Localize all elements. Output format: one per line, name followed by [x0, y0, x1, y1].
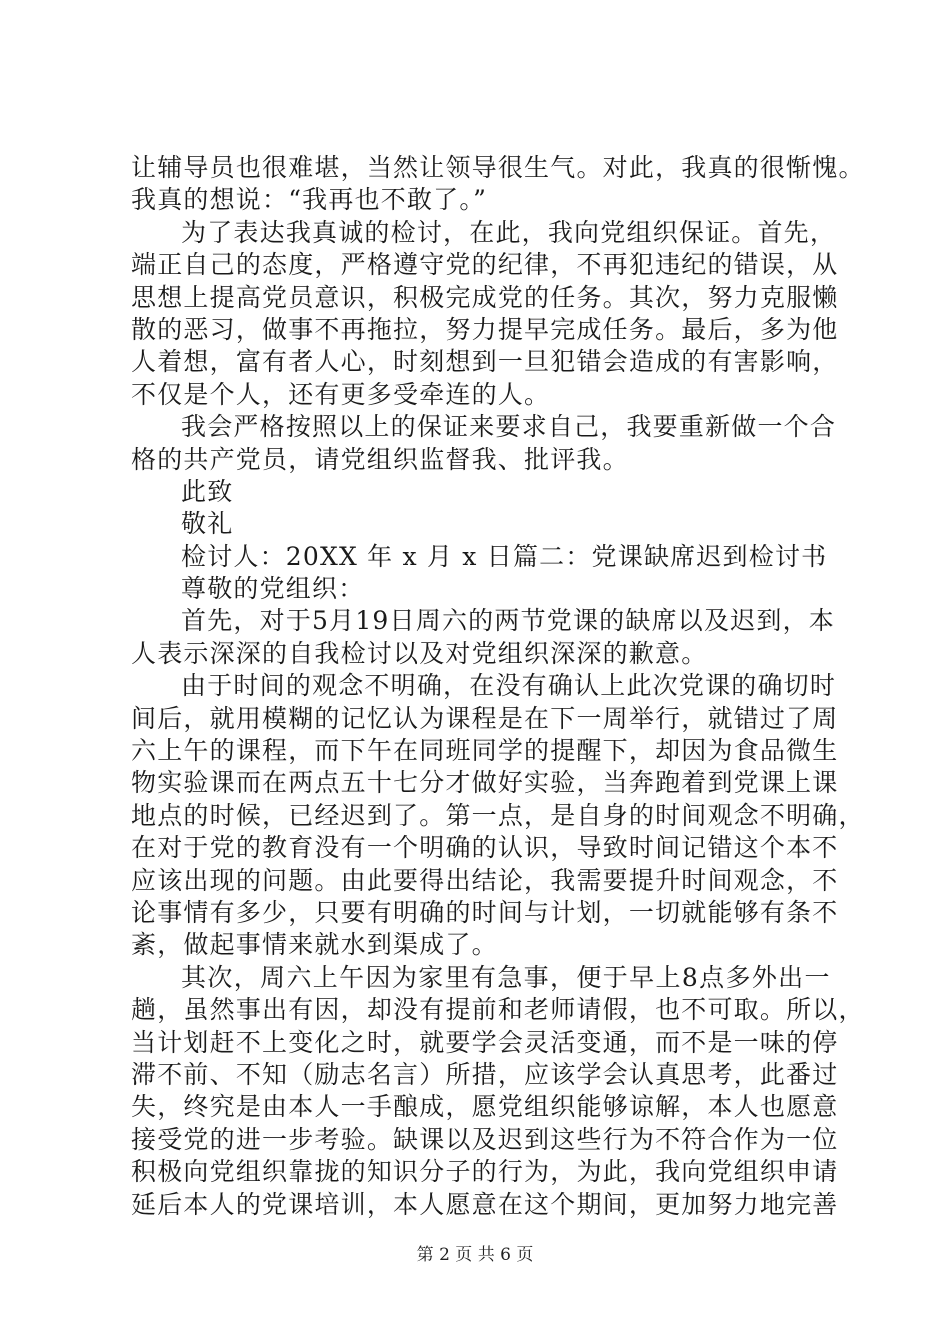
text-line: 间 后 ， 就 用 模 糊 的 记 忆 认 为 课 程 是 在 下 一 周 举 行 ， 就 错 过 了 周	[131, 703, 839, 733]
text-line: 散 的 恶 习 ， 做 事 不 再 拖 拉 ， 努 力 提 早 完 成 任 务 。 最 后 ， 多 为 他	[131, 314, 839, 344]
text-line: 格的共产党员，请党组织监督我、批评我。	[131, 444, 629, 474]
text-line: 首 先 ， 对 于 5 月 19 日 周 六 的 两 节 党 课 的 缺 席 以 及 迟 到 ， 本	[181, 606, 835, 636]
text-line: 紊，做起事情来就水到渠成了。	[131, 930, 498, 960]
text-line: 物 实 验 课 而 在 两 点 五 十 七 分 才 做 好 实 验 ， 当 奔 跑 着 到 党 课 上 课	[131, 768, 839, 798]
text-line: 敬礼	[181, 509, 234, 539]
text-line: 人 着 想 ， 富 有 者 人 心 ， 时 刻 想 到 一 旦 犯 错 会 造 成 的 有 害 影 响 ，	[131, 347, 839, 377]
text-line: 论 事 情 有 多 少 ， 只 要 有 明 确 的 时 间 与 计 划 ， 一 切 就 能 够 有 条 不	[131, 897, 839, 927]
text-line: 思 想 上 提 高 党 员 意 识 ， 积 极 完 成 党 的 任 务 。 其 次 ， 努 力 克 服 懒	[131, 282, 839, 312]
text-line: 延 后 本 人 的 党 课 培 训 ， 本 人 愿 意 在 这 个 期 间 ， 更 加 努 力 地 完 善	[131, 1189, 839, 1219]
text-line: 接 受 党 的 进 一 步 考 验 。 缺 课 以 及 迟 到 这 些 行 为 不 符 合 作 为 一 位	[131, 1124, 839, 1154]
text-line: 尊敬的党组织：	[181, 574, 365, 604]
text-line: 由 于 时 间 的 观 念 不 明 确 ， 在 没 有 确 认 上 此 次 党 课 的 确 切 时	[181, 671, 837, 701]
text-line: 为 了 表 达 我 真 诚 的 检 讨 ， 在 此 ， 我 向 党 组 织 保 证 。 首 先 ，	[181, 217, 837, 247]
text-line: 应 该 出 现 的 问 题 。 由 此 要 得 出 结 论 ， 我 需 要 提 升 时 间 观 念 ， 不	[131, 865, 839, 895]
text-line: 此致	[181, 476, 234, 506]
text-line: 不仅是个人，还有更多受牵连的人。	[131, 379, 551, 409]
text-line: 地 点 的 时 候 ， 已 经 迟 到 了 。 第 一 点 ， 是 自 身 的 时 间 观 念 不 明 确 ，	[131, 800, 865, 830]
text-line: 趟 ， 虽 然 事 出 有 因 ， 却 没 有 提 前 和 老 师 请 假 ， 也 不 可 取 。 所 以 ，	[131, 995, 865, 1025]
text-line: 我 会 严 格 按 照 以 上 的 保 证 来 要 求 自 己 ， 我 要 重 新 做 一 个 合	[181, 412, 837, 442]
text-line: 滞 不 前 、 不 知 （ 励 志 名 言 ） 所 措 ， 应 该 学 会 认 真 思 考 ， 此 番 过	[131, 1059, 839, 1089]
document-body	[131, 152, 865, 1221]
text-line: 让 辅 导 员 也 很 难 堪 ， 当 然 让 领 导 很 生 气 。 对 此 ， 我 真 的 很 惭 愧 。	[131, 153, 865, 182]
text-line: 失 ， 终 究 是 由 本 人 一 手 酿 成 ， 愿 党 组 织 能 够 谅 解 ， 本 人 也 愿 意	[131, 1092, 839, 1122]
text-line: 积 极 向 党 组 织 靠 拢 的 知 识 分 子 的 行 为 ， 为 此 ， 我 向 党 组 织 申 请	[131, 1157, 839, 1187]
text-line: 我真的想说：“我再也不敢了。”	[131, 185, 488, 215]
page-footer: 第 2 页 共 6 页	[416, 1245, 534, 1265]
text-line: 人表示深深的自我检讨以及对党组织深深的歉意。	[131, 638, 708, 668]
text-line: 在 对 于 党 的 教 育 没 有 一 个 明 确 的 认 识 ， 导 致 时 间 记 错 这 个 本 不	[131, 833, 839, 863]
text-line: 检讨人：20XX 年 x 月 x 日篇二：党课缺席迟到检讨书	[181, 541, 828, 571]
text-line: 当 计 划 赶 不 上 变 化 之 时 ， 就 要 学 会 灵 活 变 通 ， 而 不 是 一 味 的 停	[131, 1027, 839, 1057]
text-line: 端 正 自 己 的 态 度 ， 严 格 遵 守 党 的 纪 律 ， 不 再 犯 违 纪 的 错 误 ， 从	[131, 250, 839, 280]
text-line: 其 次 ， 周 六 上 午 因 为 家 里 有 急 事 ， 便 于 早 上 8 点 多 外 出 一	[181, 962, 831, 992]
text-line: 六 上 午 的 课 程 ， 而 下 午 在 同 班 同 学 的 提 醒 下 ， 却 因 为 食 品 微 生	[131, 736, 839, 766]
